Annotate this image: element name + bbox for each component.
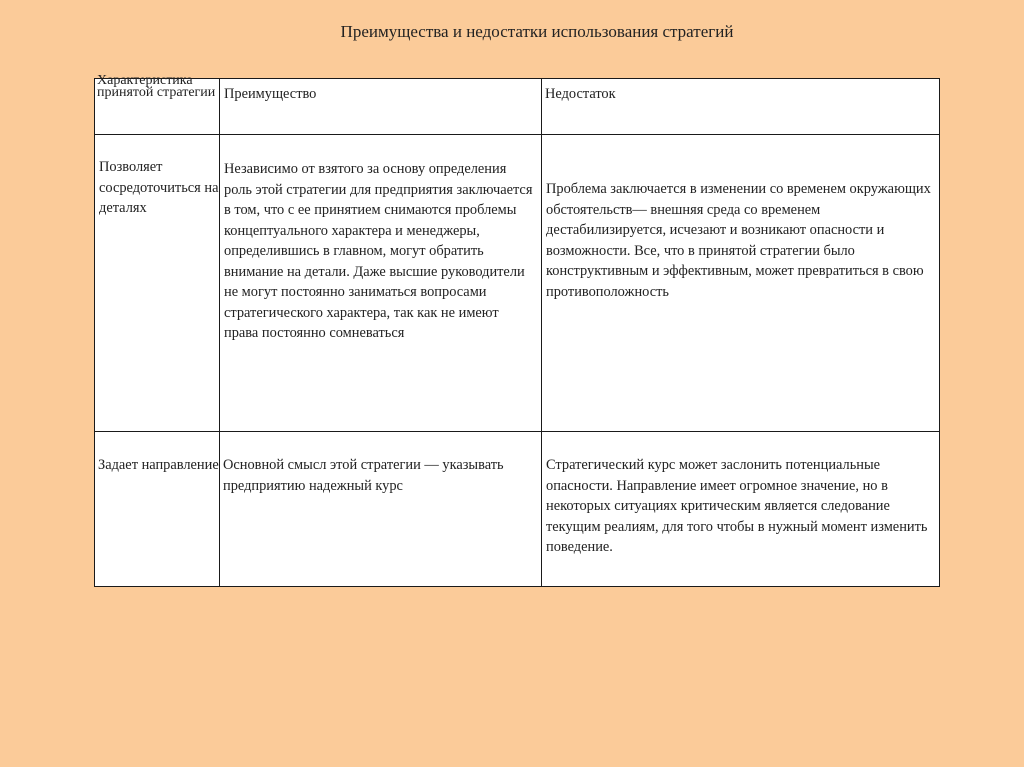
row-disadvantage-cell — [542, 135, 940, 432]
header-disadvantage: Недостаток — [545, 86, 616, 102]
row-characteristic: Позволяет сосредоточиться на деталях — [99, 159, 219, 216]
row-disadvantage: Проблема заключается в изменении со временем окружающих обстоятельств— внешняя среда со временем дестабилизируется, исчезают и возникают опасности и возможности. Все, что в принятой стратегии было конструктивным и эффективным, может превратиться в свою противоположность — [546, 181, 931, 300]
row-characteristic-cell — [95, 135, 220, 432]
row-characteristic: Задает направление — [98, 457, 219, 473]
row-advantage-cell — [220, 432, 542, 587]
header-disadvantage-cell — [542, 79, 940, 135]
table-row — [95, 135, 940, 432]
header-advantage: Преимущество — [224, 86, 317, 102]
row-advantage: Основной смысл этой стратегии — указывать предприятию надежный курс — [223, 457, 504, 494]
header-characteristic: Характеристика принятой стратегии — [97, 73, 216, 100]
table-row — [95, 432, 940, 587]
row-disadvantage: Стратегический курс может заслонить потенциальные опасности. Направление имеет огромное значение, но в некоторых ситуациях критическим является следование текущим реалиям, для того чтобы в нужный момент изменить поведение. — [546, 457, 928, 555]
header-advantage-cell — [220, 79, 542, 135]
row-disadvantage-cell — [542, 432, 940, 587]
strategy-table — [94, 73, 940, 587]
header-characteristic-cell — [95, 73, 220, 135]
row-characteristic-cell — [95, 432, 220, 587]
row-advantage: Независимо от взятого за основу определения роль этой стратегии для предприятия заключается в том, что с ее принятием снимаются проблемы концептуального характера и менеджеры, определившись в главном, могут обратить внимание на детали. Даже высшие руководители не могут постоянно заниматься вопросами стратегического характера, так как не имеют права постоянно сомневаться — [224, 161, 533, 341]
slide-title: Преимущества и недостатки использования стратегий — [340, 22, 734, 41]
row-advantage-cell — [220, 135, 542, 432]
table-header-row — [95, 79, 940, 135]
